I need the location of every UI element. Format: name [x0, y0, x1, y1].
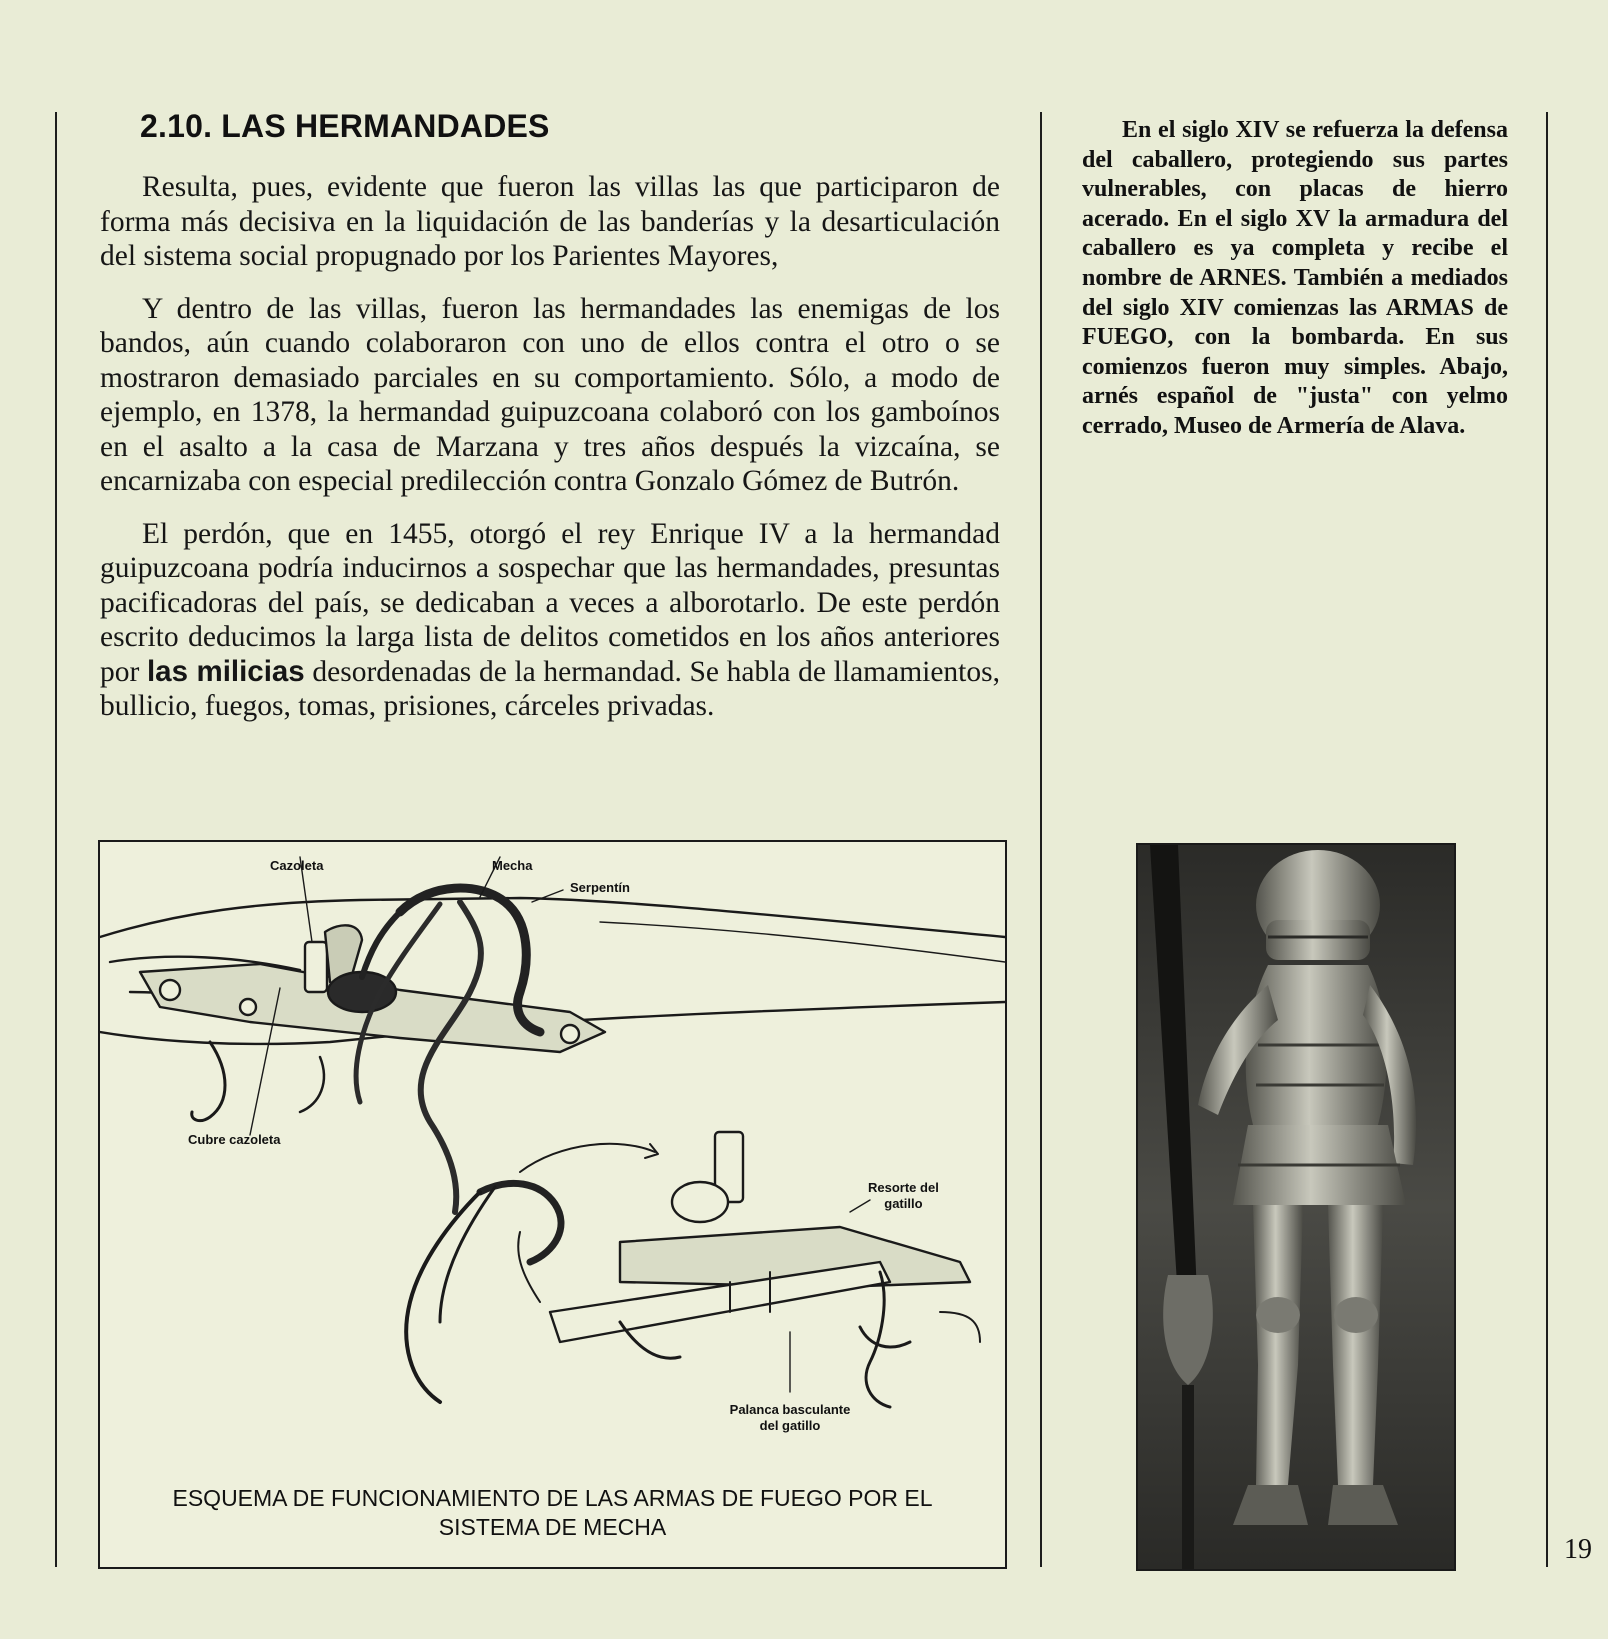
armor-illustration [1138, 845, 1454, 1569]
figure-caption-line2: SISTEMA DE MECHA [438, 1514, 667, 1540]
label-cubre-cazoleta: Cubre cazoleta [188, 1132, 281, 1147]
section-heading: 2.10. LAS HERMANDADES [140, 108, 550, 144]
paragraph-3-end: desordenadas de la hermandad. Se habla de llamamientos, bullicio, fuegos, tomas, prisiones, cárceles privadas. [100, 655, 1000, 722]
figure-caption [120, 1484, 985, 1542]
page-number: 19 [1564, 1534, 1592, 1565]
side-caption: En el siglo XIV se refuerza la defensa del caballero, protegiendo sus partes vulnerables, con placas de hierro acerado. En el siglo XV la armadura del caballero es ya completa y recibe el nombre de ARNES. También a mediados del siglo XIV comienzas las ARMAS de FUEGO, con la bombarda. En sus comienzos fueron muy simples. Abajo, arnés español de "justa" con yelmo cerrado, Museo de Armería de Alava. [1082, 117, 1508, 439]
matchlock-diagram [98, 840, 1007, 1569]
armor-photo [1136, 843, 1456, 1571]
right-column-rule [1546, 112, 1548, 1567]
left-column-rule [55, 112, 57, 1567]
paragraph-3-emphasis: las milicias [146, 654, 305, 688]
paragraph-1: Resulta, pues, evidente que fueron las villas las que participaron de forma más decisiva en la liquidación de las banderías y la desarticulación del sistema social propugnado por los Parientes Mayores, [100, 171, 1000, 272]
label-serpentin: Serpentín [570, 880, 630, 895]
label-palanca-line1: Palanca basculante [729, 1402, 851, 1417]
section-body [100, 170, 1000, 742]
label-cazoleta: Cazoleta [270, 858, 324, 873]
label-resorte-line1: Resorte del [868, 1180, 939, 1195]
label-palanca-basculante [720, 1402, 860, 1434]
center-column-rule [1040, 112, 1042, 1567]
label-palanca-line2: del gatillo [759, 1418, 821, 1433]
label-mecha: Mecha [492, 858, 533, 873]
paragraph-3-start: El perdón, que en 1455, otorgó el rey Enrique IV a la hermandad guipuzcoana podría inducirnos a sospechar que las hermandades, presuntas pacificadoras del país, se dedicaban a veces a alborotarlo. De este perdón escrito deducimos la larga lista de delitos cometidos en los años anteriores por [100, 517, 1000, 688]
label-resorte-gatillo [868, 1180, 939, 1212]
paragraph-2: Y dentro de las villas, fueron las hermandades las enemigas de los bandos, aún cuando colaboraron con uno de ellos contra el otro o se mostraron demasiado parciales en su comportamiento. Sólo, a modo de ejemplo, en 1378, la hermandad guipuzcoana colaboró con los gamboínos en el asalto a la casa de Marzana y tres años después la vizcaína, se encarnizaba con especial predilección contra Gonzalo Gómez de Butrón. [100, 292, 1000, 497]
paragraph-3 [100, 517, 1000, 724]
figure-caption-line1: ESQUEMA DE FUNCIONAMIENTO DE LAS ARMAS DE FUEGO POR EL [172, 1485, 933, 1511]
label-resorte-line2: gatillo [884, 1196, 923, 1211]
